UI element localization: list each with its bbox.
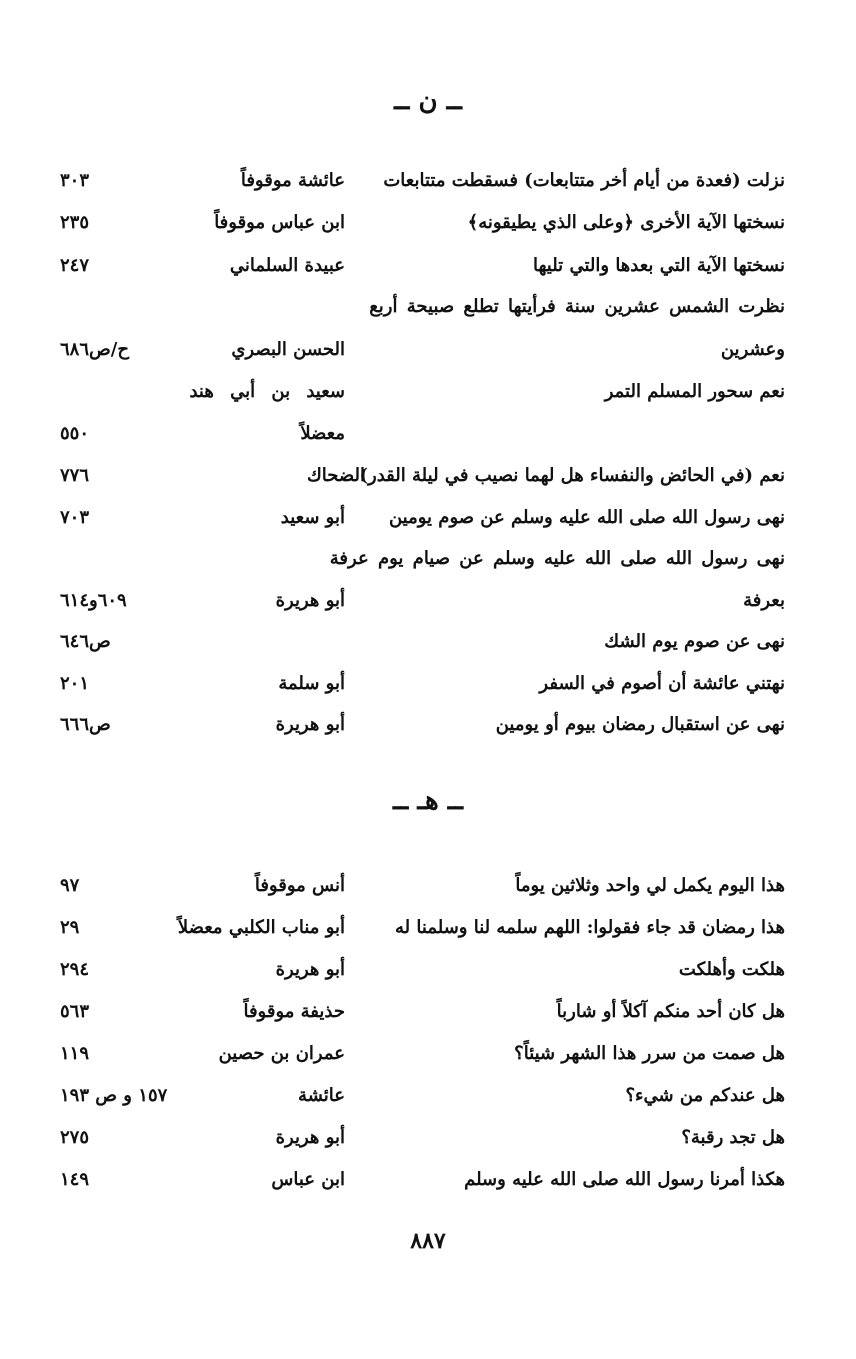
index-entry: [60, 666, 785, 702]
hadith-text: نظرت الشمس عشرين سنة فرأيتها تطلع صبيحة أربع: [369, 296, 785, 317]
hadith-text: نهتني عائشة أن أصوم في السفر: [539, 673, 785, 694]
hadith-text: نهى عن استقبال رمضان بيوم أو يومين: [495, 714, 785, 735]
page-reference: ٢٣٥: [60, 212, 90, 233]
hadith-text: نعم سحور المسلم التمر: [604, 381, 785, 402]
hadith-text: نسختها الآية التي بعدها والتي تليها: [533, 255, 785, 276]
page-reference: ٣٠٣: [60, 170, 90, 191]
narrator: عبيدة السلماني: [229, 255, 345, 276]
hadith-text: بعرفة: [743, 590, 785, 611]
page-reference: ٧٧٦: [60, 465, 90, 486]
index-entry: [60, 952, 785, 988]
index-entry: [60, 205, 785, 241]
narrator: الحسن البصري: [231, 339, 345, 360]
narrator: عمران بن حصين: [218, 1043, 345, 1064]
narrator: الضحاك: [306, 465, 365, 486]
narrator: أبو هريرة: [275, 590, 345, 611]
hadith-text: هذا رمضان قد جاء فقولوا: اللهم سلمه لنا وسلمنا له: [395, 917, 785, 938]
narrator: أبو مناب الكلبي معضلاً: [177, 917, 345, 938]
hadith-text: هلكت وأهلكت: [678, 959, 785, 980]
index-entry: [60, 1162, 785, 1198]
page-reference: ٢٠١: [60, 673, 90, 694]
page-reference: ص٦٦٦: [60, 714, 111, 735]
hadith-text: هكذا أمرنا رسول الله صلى الله عليه وسلم: [464, 1169, 785, 1190]
index-entry: [60, 248, 785, 284]
page-reference: ١٤٩: [60, 1169, 90, 1190]
hadith-text: نهى رسول الله صلى الله عليه وسلم عن صوم يومين: [388, 507, 785, 528]
narrator: عائشة: [298, 1085, 345, 1106]
page-number: ٨٨٧: [410, 1228, 446, 1254]
section-title-nun: ــ ن ــ: [394, 86, 462, 116]
index-entry: [60, 1078, 785, 1114]
narrator: ابن عباس: [271, 1169, 345, 1190]
narrator: عائشة موقوفاً: [240, 170, 345, 191]
hadith-text: هل تجد رقبة؟: [681, 1127, 785, 1148]
index-entry: [60, 1120, 785, 1156]
narrator: أبو هريرة: [275, 714, 345, 735]
hadith-text: نعم (في الحائض والنفساء هل لهما نصيب في ليلة القدر): [359, 465, 785, 486]
narrator: أبو سعيد: [280, 507, 345, 528]
index-entry: [60, 868, 785, 904]
page-reference: ٢٤٧: [60, 255, 90, 276]
narrator: معضلاً: [300, 423, 345, 444]
index-entry: [60, 289, 785, 325]
index-entry: [60, 458, 785, 494]
narrator: أنس موقوفاً: [254, 875, 345, 896]
hadith-text: هل صمت من سرر هذا الشهر شيئاً؟: [514, 1043, 785, 1064]
index-entry: [60, 163, 785, 199]
index-entry: [60, 624, 785, 660]
page-reference: ٢٩٤: [60, 959, 90, 980]
hadith-text: نسختها الآية الأخرى ﴿وعلى الذي يطيقونه﴾: [467, 212, 785, 233]
section-title-ha: ــ هـ ــ: [393, 786, 463, 816]
index-entry: [60, 707, 785, 743]
narrator: حذيفة موقوفاً: [243, 1001, 345, 1022]
index-entry: [60, 416, 785, 452]
index-entry: [60, 500, 785, 536]
index-entry: [60, 541, 785, 577]
page-reference: ٩٧: [60, 875, 80, 896]
narrator: أبو هريرة: [275, 959, 345, 980]
hadith-text: نهى رسول الله صلى الله عليه وسلم عن صيام يوم عرفة: [329, 548, 785, 569]
narrator: أبو سلمة: [278, 673, 345, 694]
page-reference: ح/ص٦٨٦: [60, 339, 129, 360]
hadith-text: نهى عن صوم يوم الشك: [604, 631, 785, 652]
index-entry: [60, 1036, 785, 1072]
page-reference: ٧٠٣: [60, 507, 90, 528]
index-entry: [60, 994, 785, 1030]
page-reference: ٥٥٠: [60, 423, 90, 444]
page-reference: ١٥٧ و ص ١٩٣: [60, 1085, 168, 1106]
page-reference: ٦٠٩و٦١٤: [60, 590, 127, 611]
index-entry: [60, 910, 785, 946]
page-reference: ٢٩: [60, 917, 80, 938]
index-entry: [60, 332, 785, 368]
hadith-text: هذا اليوم يكمل لي واحد وثلاثين يوماً: [515, 875, 785, 896]
index-entry: [60, 374, 785, 410]
hadith-text: نزلت (فعدة من أيام أخر متتابعات) فسقطت متتابعات: [383, 170, 785, 191]
hadith-text: وعشرين: [720, 339, 785, 360]
index-entry: [60, 583, 785, 619]
hadith-text: هل عندكم من شيء؟: [625, 1085, 785, 1106]
page-reference: ١١٩: [60, 1043, 90, 1064]
narrator: سعيد بن أبي هند: [189, 381, 345, 402]
page-reference: ٢٧٥: [60, 1127, 90, 1148]
narrator: ابن عباس موقوفاً: [214, 212, 345, 233]
narrator: أبو هريرة: [275, 1127, 345, 1148]
page-reference: ص٦٤٦: [60, 631, 111, 652]
page-reference: ٥٦٣: [60, 1001, 90, 1022]
hadith-text: هل كان أحد منكم آكلاً أو شارباً: [556, 1001, 785, 1022]
